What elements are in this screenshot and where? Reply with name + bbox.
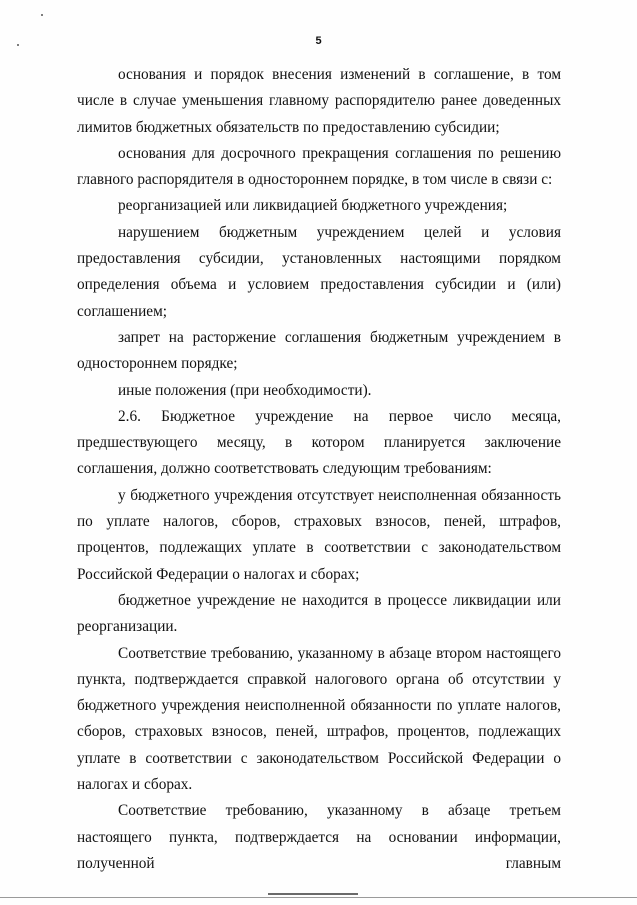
paragraph: запрет на расторжение соглашения бюджетным учреждением в одностороннем порядке; (77, 328, 561, 373)
document-body (77, 62, 561, 877)
scan-speck (41, 14, 43, 16)
paragraph: 2.6. Бюджетное учреждение на первое число месяца, предшествующего месяцу, в котором планируется заключение соглашения, должно соответствовать следующим требованиям: (77, 407, 561, 478)
paragraph: бюджетное учреждение не находится в процессе ликвидации или реорганизации. (77, 591, 561, 636)
paragraph: реорганизацией или ликвидацией бюджетного учреждения; (118, 197, 508, 215)
scan-artifact (268, 893, 358, 895)
paragraph: иные положения (при необходимости). (118, 381, 372, 399)
paragraph: Соответствие требованию, указанному в абзаце втором настоящего пункта, подтверждается справкой налогового органа об отсутствии у бюджетного учреждения неисполненной обязанности по уплате налогов, сборов, страховых взносов, пеней, штрафов, процентов, подлежащих уплате в соответствии с законодательством Российской Федерации о налогах и сборах. (77, 644, 561, 794)
scan-artifact (0, 897, 637, 898)
paragraph: нарушением бюджетным учреждением целей и условия предоставления субсидии, установленных настоящими порядком определения объема и условием предоставления субсидии и (или) соглашением; (77, 223, 561, 320)
paragraph: Соответствие требованию, указанному в абзаце третьем настоящего пункта, подтверждается на основании информации, полученной главным (77, 802, 561, 872)
page-number: 5 (315, 35, 322, 47)
paragraph: основания для досрочного прекращения соглашения по решению главного распорядителя в одностороннем порядке, в том числе в связи с: (77, 144, 561, 189)
paragraph: у бюджетного учреждения отсутствует неисполненная обязанность по уплате налогов, сборов, страховых взносов, пеней, штрафов, процентов, подлежащих уплате в соответствии с законодательством Российской Федерации о налогах и сборах; (77, 486, 561, 583)
paragraph: основания и порядок внесения изменений в соглашение, в том числе в случае уменьшения главному распорядителю ранее доведенных лимитов бюджетных обязательств по предоставлению субсидии; (77, 66, 561, 136)
